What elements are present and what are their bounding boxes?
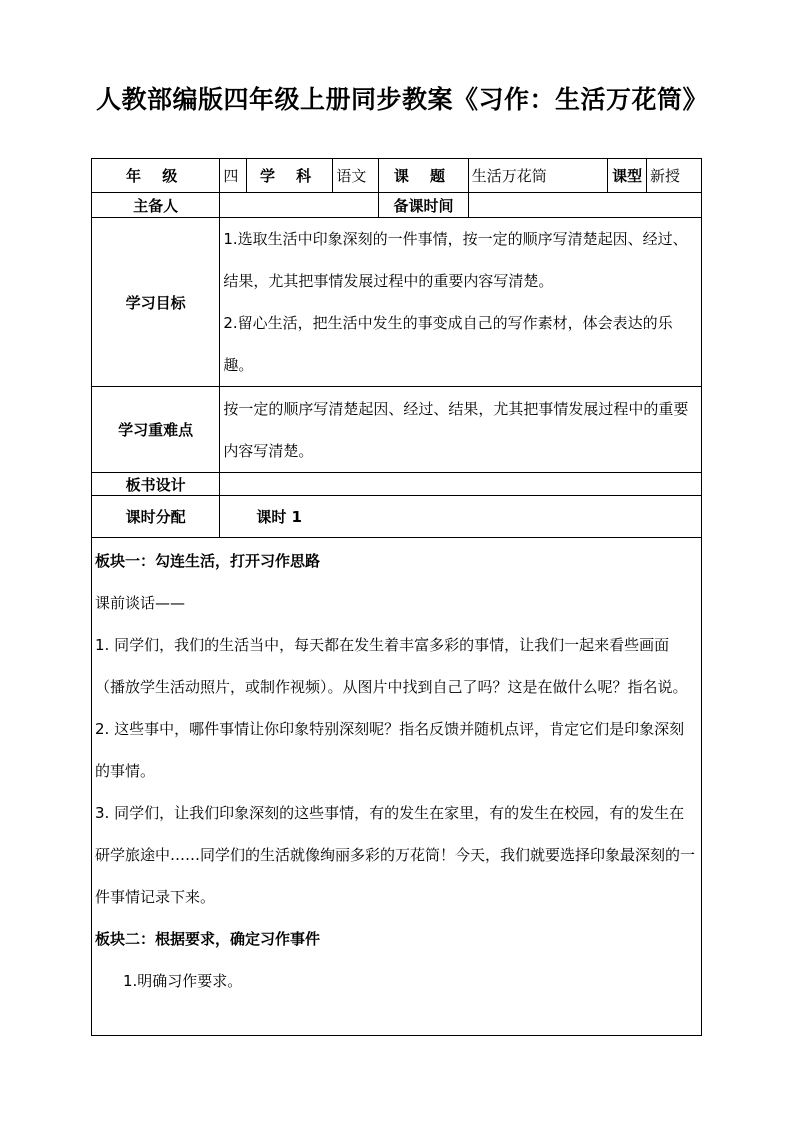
board-design-value [220, 473, 702, 496]
objectives-content [220, 218, 702, 387]
objective-item: 2.留心生活，把生活中发生的事变成自己的写作素材，体会表达的乐趣。 [223, 314, 673, 374]
paragraph: 1.明确习作要求。 [123, 972, 243, 990]
subject-value: 语文 [333, 159, 379, 193]
lesson-content [92, 538, 702, 1036]
key-points-label: 学习重难点 [92, 387, 220, 473]
lesson-plan-table [91, 158, 702, 1036]
paragraph: 3. 同学们，让我们印象深刻的这些事情，有的发生在家里，有的发生在校园，有的发生在研学旅途中……同学们的生活就像绚丽多彩的万花筒！今天，我们就要选择印象最深刻的一件事情记录下来。 [95, 804, 696, 906]
periods-label: 课时分配 [92, 496, 220, 538]
objectives-row [92, 218, 702, 387]
header-row [92, 159, 702, 193]
board-design-row [92, 473, 702, 496]
preparer-label: 主备人 [92, 193, 220, 218]
grade-value: 四 [220, 159, 246, 193]
section-title: 板块一：勾连生活，打开习作思路 [95, 552, 321, 570]
key-points-content: 按一定的顺序写清楚起因、经过、结果，尤其把事情发展过程中的重要内容写清楚。 [220, 387, 702, 473]
paragraph: 1. 同学们，我们的生活当中，每天都在发生着丰富多彩的事情，让我们一起来看些画面（播放学生活动照片，或制作视频）。从图片中找到自己了吗？这是在做什么呢？指名说。 [95, 636, 688, 696]
periods-row [92, 496, 702, 538]
prep-time-value [468, 193, 701, 218]
subject-label: 学 科 [246, 159, 333, 193]
grade-label: 年 级 [92, 159, 220, 193]
lesson-type-label: 课型 [608, 159, 647, 193]
objectives-label: 学习目标 [92, 218, 220, 387]
paragraph: 课前谈话—— [95, 594, 186, 612]
periods-value: 课时 1 [220, 496, 702, 538]
board-design-label: 板书设计 [92, 473, 220, 496]
section-title: 板块二：根据要求，确定习作事件 [95, 930, 321, 948]
topic-label: 课 题 [379, 159, 469, 193]
preparer-row [92, 193, 702, 218]
content-row [92, 538, 702, 1036]
topic-value: 生活万花筒 [468, 159, 608, 193]
preparer-value [220, 193, 379, 218]
prep-time-label: 备课时间 [379, 193, 469, 218]
document-title: 人教部编版四年级上册同步教案《习作：生活万花筒》 [95, 85, 708, 114]
objective-item: 1.选取生活中印象深刻的一件事情，按一定的顺序写清楚起因、经过、结果，尤其把事情发展过程中的重要内容写清楚。 [223, 230, 688, 290]
lesson-type-value: 新授 [646, 159, 701, 193]
paragraph: 2. 这些事中，哪件事情让你印象特别深刻呢？指名反馈并随机点评，肯定它们是印象深刻的事情。 [95, 720, 685, 780]
key-points-row [92, 387, 702, 473]
